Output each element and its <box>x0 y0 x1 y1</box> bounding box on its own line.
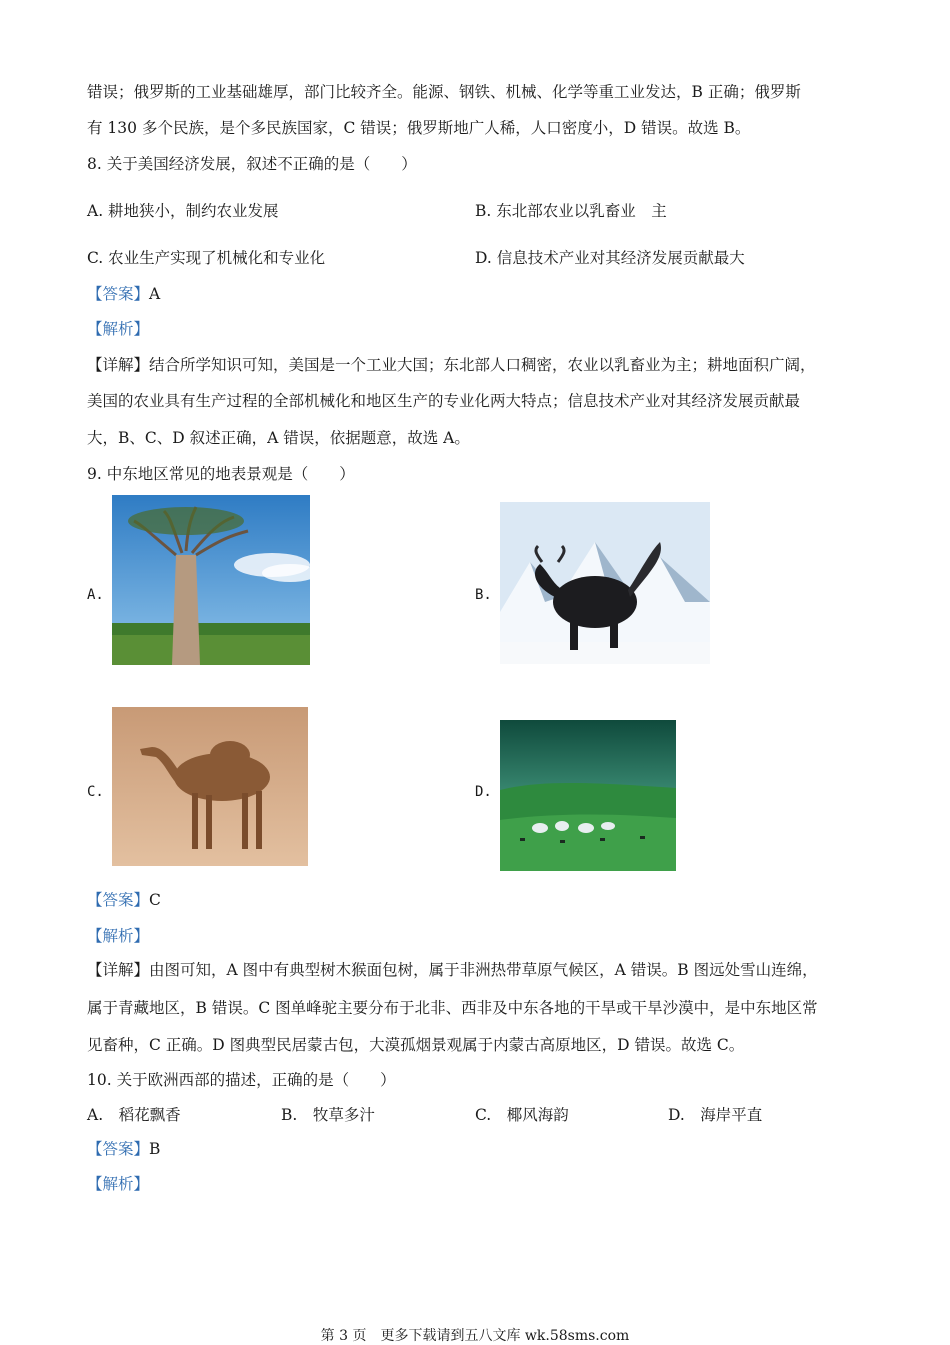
q9-detail-line: 见畜种，C 正确。D 图典型民居蒙古包，大漠孤烟景观属于内蒙古高原地区，D 错误。故选 C。 <box>87 1036 745 1054</box>
q8-option-d: D. 信息技术产业对其经济发展贡献最大 <box>475 249 745 267</box>
q10-option-a: A. 稻花飘香 <box>87 1106 181 1124</box>
yak-snow-mountain-image <box>500 502 710 664</box>
baobab-tree-image <box>112 495 310 665</box>
q8-detail-line: 大，B、C、D 叙述正确，A 错误，依据题意，故选 A。 <box>87 429 470 447</box>
q8-answer: A <box>149 285 161 303</box>
q8-answer-line <box>87 284 160 304</box>
analysis-tag: 【解析】 <box>87 320 150 338</box>
q8-analysis-line <box>87 319 149 339</box>
q9-label-d: D. <box>475 784 492 800</box>
detail-tag: 【详解】 <box>87 356 150 374</box>
answer-tag: 【答案】 <box>87 891 150 909</box>
page-footer: 第 3 页 更多下载请到五八文库 wk.58sms.com <box>320 1328 630 1344</box>
q10-option-c: C. 椰风海韵 <box>475 1106 569 1124</box>
q10-answer-line <box>87 1139 160 1159</box>
q9-analysis-line <box>87 926 149 946</box>
q10-answer: B <box>149 1140 161 1158</box>
q8-detail-line: 【详解】结合所学知识可知，美国是一个工业大国；东北部人口稠密，农业以乳畜业为主；耕地面积广阔， <box>87 356 816 374</box>
question-10-stem: 10. 关于欧洲西部的描述，正确的是（ ） <box>87 1071 396 1089</box>
paragraph-line: 有 130 多个民族，是个多民族国家，C 错误；俄罗斯地广人稀，人口密度小，D 错误。故选 B。 <box>87 119 751 137</box>
q10-option-d: D. 海岸平直 <box>668 1106 763 1124</box>
analysis-tag: 【解析】 <box>87 1175 150 1193</box>
q9-answer-line <box>87 890 161 910</box>
q9-answer: C <box>149 891 161 909</box>
answer-tag: 【答案】 <box>87 285 150 303</box>
q8-detail-line: 美国的农业具有生产过程的全部机械化和地区生产的专业化两大特点；信息技术产业对其经济发展贡献最 <box>87 392 801 410</box>
answer-tag: 【答案】 <box>87 1140 150 1158</box>
q8-option-b: B. 东北部农业以乳畜业 主 <box>475 202 667 220</box>
q9-detail-line: 属于青藏地区，B 错误。C 图单峰驼主要分布于北非、西非及中东各地的干旱或干旱沙漠中，是中东地区常 <box>87 999 818 1017</box>
q10-analysis-line <box>87 1174 149 1194</box>
q9-detail-line: 【详解】由图可知，A 图中有典型树木猴面包树，属于非洲热带草原气候区，A 错误。B 图远处雪山连绵， <box>87 961 818 979</box>
camel-desert-image <box>112 707 308 866</box>
q9-label-c: C. <box>87 784 104 800</box>
q10-option-b: B. 牧草多汁 <box>281 1106 375 1124</box>
q9-label-a: A. <box>87 587 104 603</box>
analysis-tag: 【解析】 <box>87 927 150 945</box>
paragraph-line: 错误；俄罗斯的工业基础雄厚，部门比较齐全。能源、钢铁、机械、化学等重工业发达，B 正确；俄罗斯 <box>87 83 801 101</box>
q8-option-a: A. 耕地狭小，制约农业发展 <box>87 202 279 220</box>
detail-tag: 【详解】 <box>87 961 150 979</box>
question-9-stem: 9. 中东地区常见的地表景观是（ ） <box>87 465 355 483</box>
q9-label-b: B. <box>475 587 492 603</box>
grassland-yurt-image <box>500 720 676 871</box>
question-8-stem: 8. 关于美国经济发展，叙述不正确的是（ ） <box>87 155 417 173</box>
q8-option-c: C. 农业生产实现了机械化和专业化 <box>87 249 326 267</box>
